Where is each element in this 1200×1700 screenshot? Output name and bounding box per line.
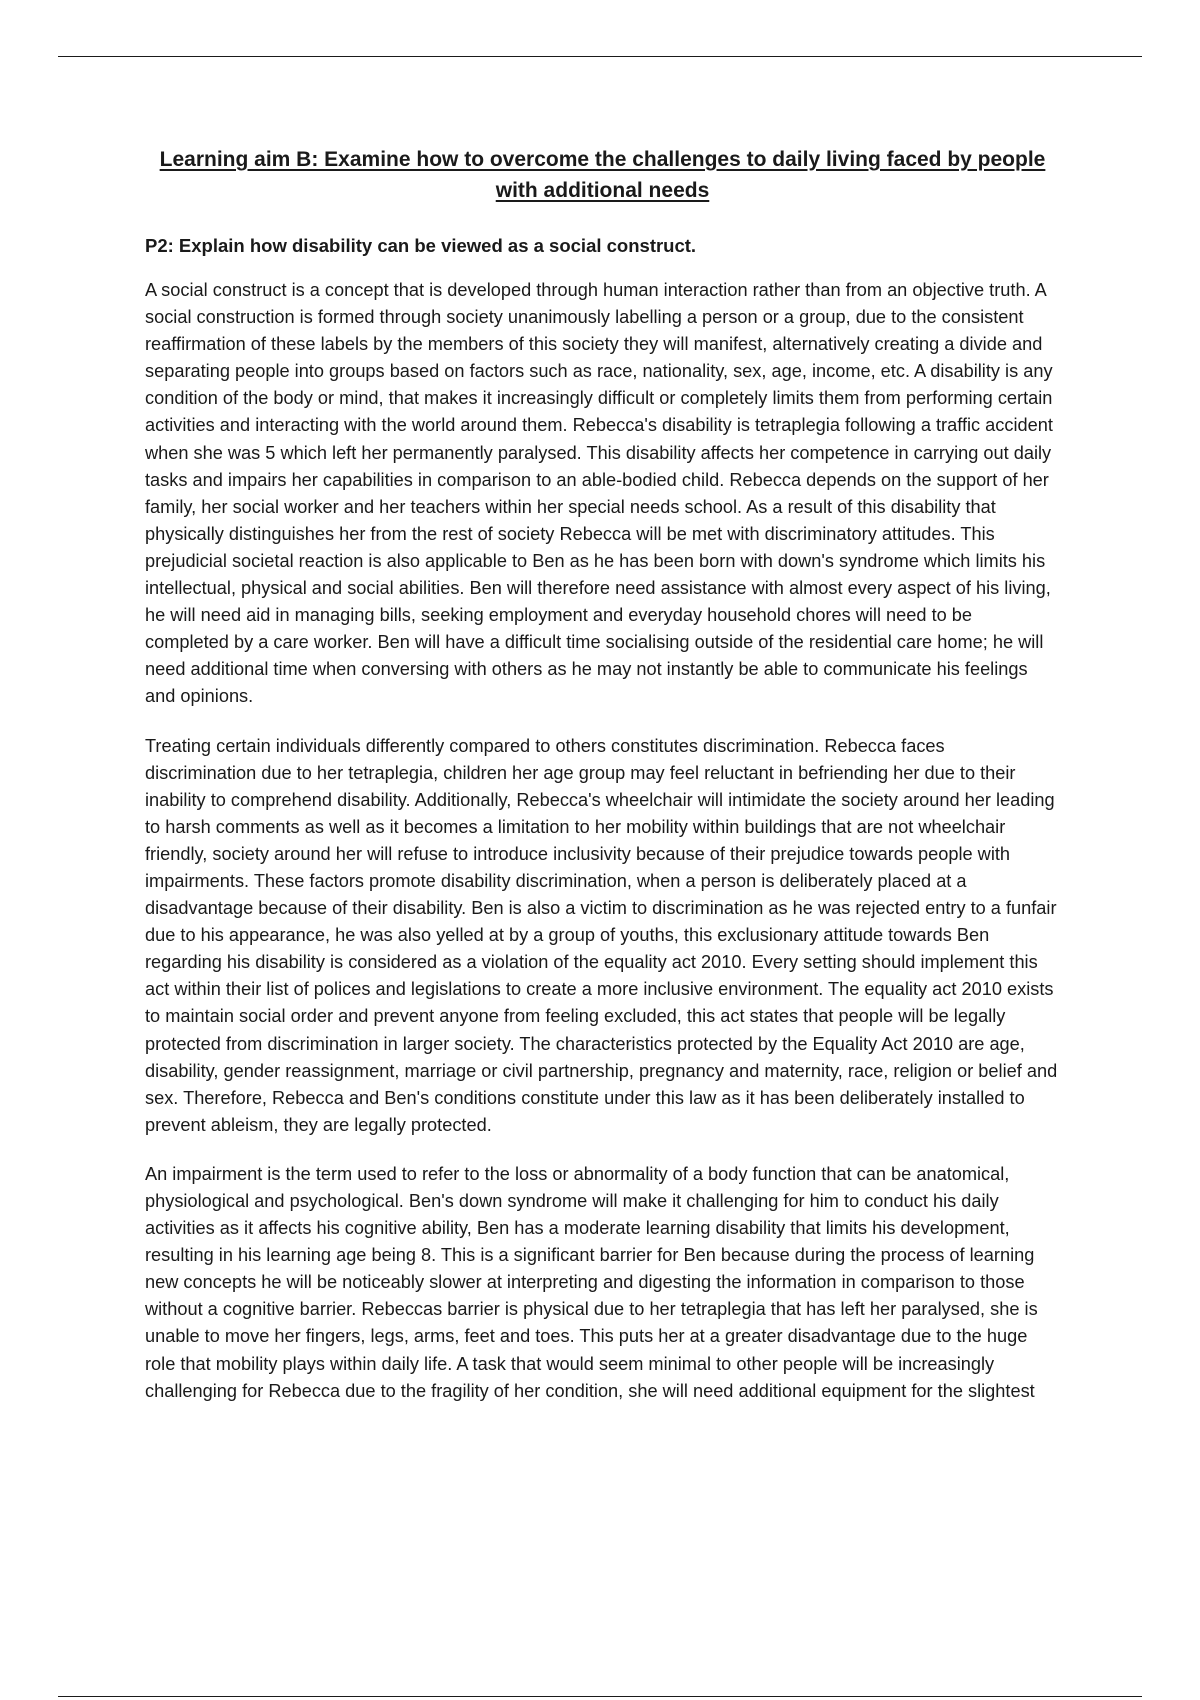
paragraph-discrimination: Treating certain individuals differently compared to others constitutes discrimination. Rebecca faces discrimination due to her tetraplegia, children her age group may feel reluctant in befriending her due to their inability to comprehend disability. Additionally, Rebecca's wheelchair will intimidate the society around her leading to harsh comments as well as it becomes a limitation to her mobility within buildings that are not wheelchair friendly, society around her will refuse to introduce inclusivity because of their prejudice towards people with impairments. These factors promote disability discrimination, when a person is deliberately placed at a disadvantage because of their disability. Ben is also a victim to discrimination as he was rejected entry to a funfair due to his appearance, he was also yelled at by a group of youths, this exclusionary attitude towards Ben regarding his disability is considered as a violation of the equality act 2010. Every setting should implement this act within their list of polices and legislations to create a more inclusive environment. The equality act 2010 exists to maintain social order and prevent anyone from feeling excluded, this act states that people will be legally protected from discrimination in larger society. The characteristics protected by the Equality Act 2010 are age, disability, gender reassignment, marriage or civil partnership, pregnancy and maternity, race, religion or belief and sex. Therefore, Rebecca and Ben's conditions constitute under this law as it has been deliberately installed to prevent ableism, they are legally protected. — [145, 735, 1058, 1135]
footer-rule — [58, 1696, 1142, 1697]
question-heading: P2: Explain how disability can be viewed as a social construct. — [145, 235, 697, 256]
document-title: Learning aim B: Examine how to overcome the challenges to daily living faced by people with additional needs — [159, 148, 1046, 202]
paragraph-impairment: An impairment is the term used to refer to the loss or abnormality of a body function that can be anatomical, physiological and psychological. Ben's down syndrome will make it challenging for him to conduct his daily activities as it affects his cognitive ability, Ben has a moderate learning disability that limits his development, resulting in his learning age being 8. This is a significant barrier for Ben because during the process of learning new concepts he will be noticeably slower at interpreting and digesting the information in comparison to those without a cognitive barrier. Rebeccas barrier is physical due to her tetraplegia that has left her paralysed, she is unable to move her fingers, legs, arms, feet and toes. This puts her at a greater disadvantage due to the huge role that mobility plays within daily life. A task that would seem minimal to other people will be increasingly challenging for Rebecca due to the fragility of her condition, she will need additional equipment for the slightest — [145, 1163, 1038, 1401]
document-body — [145, 144, 1060, 1427]
paragraph-social-construct: A social construct is a concept that is developed through human interaction rather than from an objective truth. A social construction is formed through society unanimously labelling a person or a group, due to the consistent reaffirmation of these labels by the members of this society they will manifest, alternatively creating a divide and separating people into groups based on factors such as race, nationality, sex, age, income, etc. A disability is any condition of the body or mind, that makes it increasingly difficult or completely limits them from performing certain activities and interacting with the world around them. Rebecca's disability is tetraplegia following a traffic accident when she was 5 which left her permanently paralysed. This disability affects her competence in carrying out daily tasks and impairs her capabilities in comparison to an able-bodied child. Rebecca depends on the support of her family, her social worker and her teachers within her special needs school. As a result of this disability that physically distinguishes her from the rest of society Rebecca will be met with discriminatory attitudes. This prejudicial societal reaction is also applicable to Ben as he has been born with down's syndrome which limits his intellectual, physical and social abilities. Ben will therefore need assistance with almost every aspect of his living, he will need aid in managing bills, seeking employment and everyday household chores will need to be completed by a care worker. Ben will have a difficult time socialising outside of the residential care home; he will need additional time when conversing with others as he may not instantly be able to communicate his feelings and opinions. — [145, 280, 1053, 707]
header-rule — [58, 56, 1142, 57]
